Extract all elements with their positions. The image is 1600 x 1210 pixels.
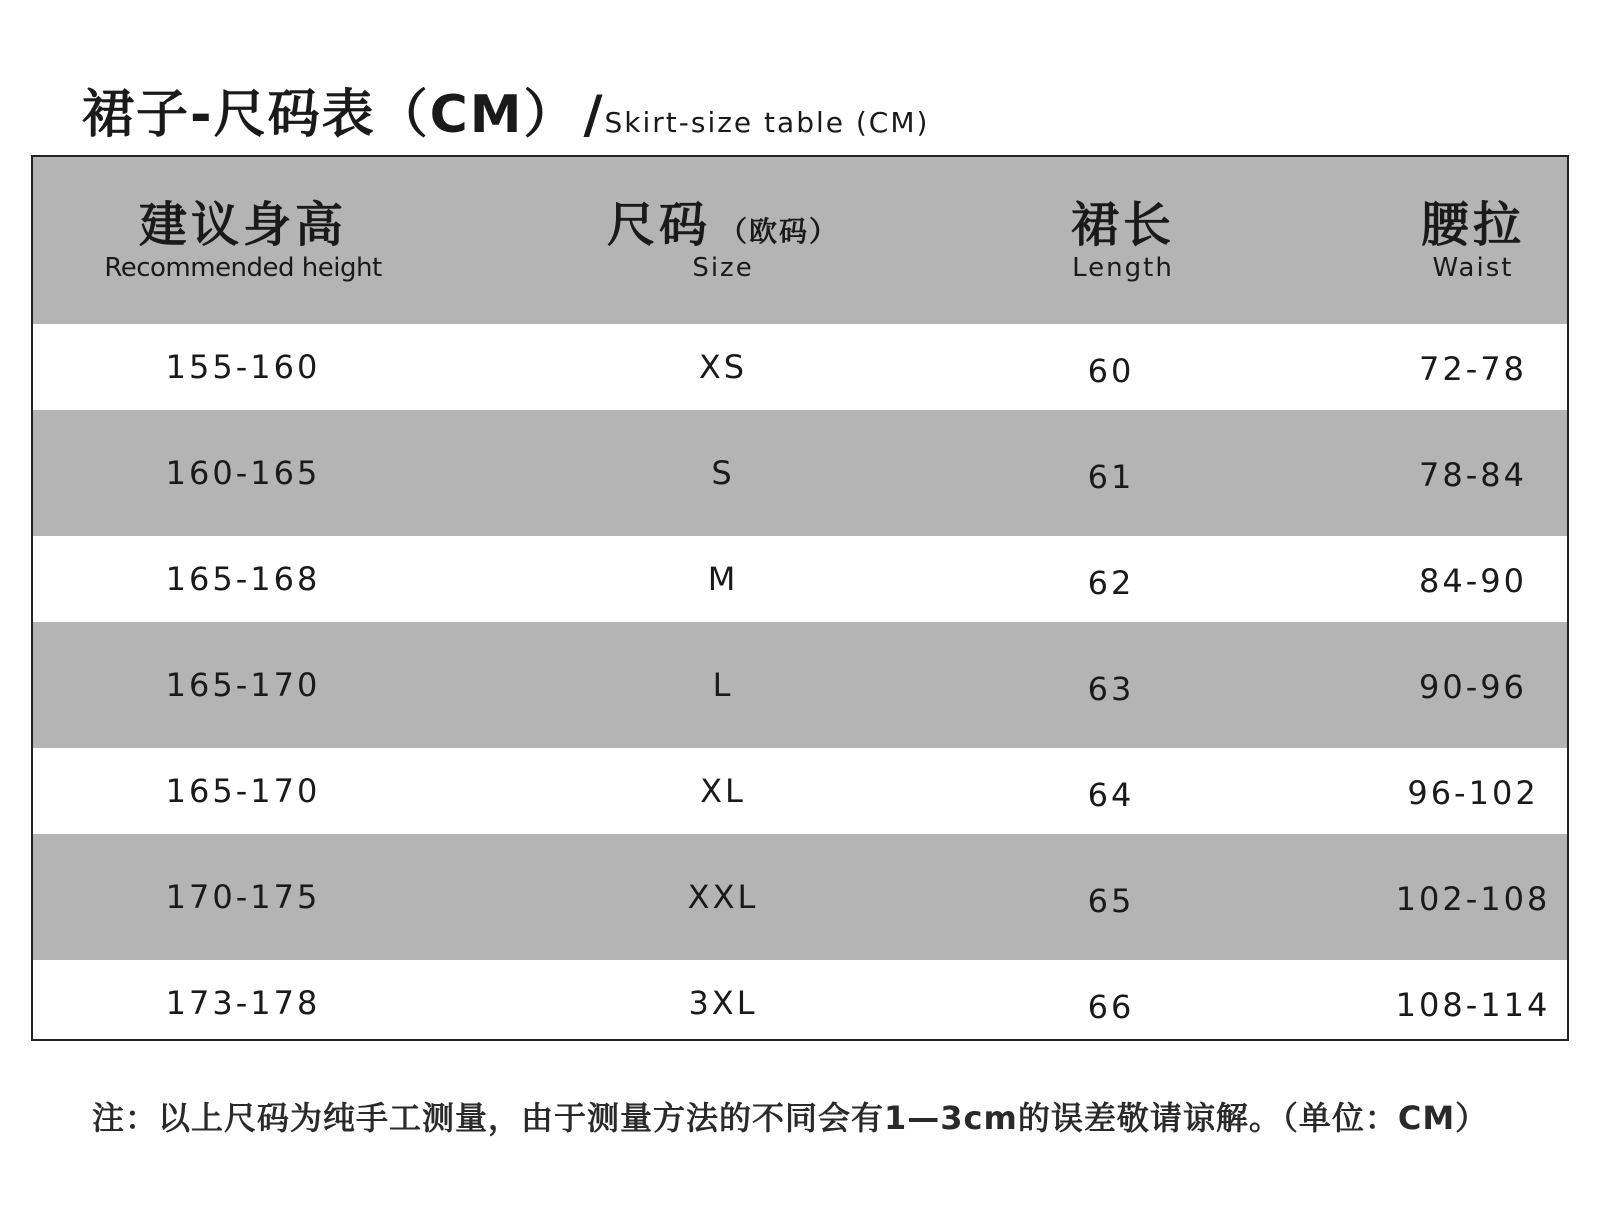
cell-size: S (711, 454, 735, 492)
cell-waist: 90-96 (1419, 668, 1527, 706)
header-length (923, 157, 1323, 324)
table-row (33, 748, 1567, 834)
size-table (31, 155, 1569, 1041)
cell-length: 62 (1087, 564, 1135, 602)
cell-waist: 102-108 (1395, 880, 1551, 918)
cell-waist: 72-78 (1419, 350, 1527, 388)
header-label-en: Waist (1432, 253, 1514, 283)
cell-waist: 78-84 (1419, 456, 1527, 494)
cell-height: 160-165 (165, 454, 321, 492)
table-row (33, 960, 1567, 1041)
header-label-cn: 腰拉 (1420, 197, 1525, 253)
cell-size: XL (700, 772, 746, 810)
cell-length: 65 (1087, 882, 1135, 920)
table-header-row (33, 157, 1567, 324)
header-label-cn (523, 197, 923, 260)
header-recommended-height (33, 157, 453, 324)
title-chinese: 裙子-尺码表（CM） (82, 85, 578, 145)
header-label-en: Size (692, 253, 754, 283)
cell-height: 165-170 (165, 666, 321, 704)
footnote: 注：以上尺码为纯手工测量，由于测量方法的不同会有1—3cm的误差敬请谅解。（单位：CM） (92, 1099, 1489, 1137)
table-row (33, 622, 1567, 748)
cell-waist: 96-102 (1407, 774, 1539, 812)
header-label-cn: 建议身高 (138, 197, 347, 253)
cell-size: L (712, 666, 734, 704)
cell-size: XXL (687, 878, 759, 916)
page-title (82, 72, 929, 147)
table-row (33, 536, 1567, 622)
cell-length: 61 (1087, 458, 1135, 496)
title-separator: / (583, 85, 603, 145)
table-row (33, 324, 1567, 410)
header-size (523, 157, 923, 324)
header-label-cn: 裙长 (1070, 197, 1175, 253)
title-english: Skirt-size table (CM) (604, 106, 930, 139)
header-label-en: Recommended height (104, 253, 382, 283)
cell-length: 64 (1087, 776, 1135, 814)
cell-length: 60 (1087, 352, 1135, 390)
cell-height: 173-178 (165, 984, 321, 1022)
cell-size: 3XL (688, 984, 758, 1022)
cell-length: 63 (1087, 670, 1135, 708)
cell-waist: 108-114 (1395, 986, 1551, 1024)
table-row (33, 410, 1567, 536)
header-size-sub: （欧码） (719, 215, 840, 248)
table-body (33, 324, 1567, 1041)
header-size-cn: 尺码 (606, 197, 711, 253)
header-label-en: Length (1072, 253, 1174, 283)
cell-height: 165-170 (165, 772, 321, 810)
cell-height: 155-160 (165, 348, 321, 386)
cell-height: 170-175 (165, 878, 321, 916)
table-row (33, 834, 1567, 960)
cell-size: XS (698, 348, 748, 386)
cell-waist: 84-90 (1419, 562, 1527, 600)
cell-size: M (707, 560, 739, 598)
cell-height: 165-168 (165, 560, 321, 598)
header-waist (1273, 157, 1569, 324)
cell-length: 66 (1087, 988, 1135, 1026)
